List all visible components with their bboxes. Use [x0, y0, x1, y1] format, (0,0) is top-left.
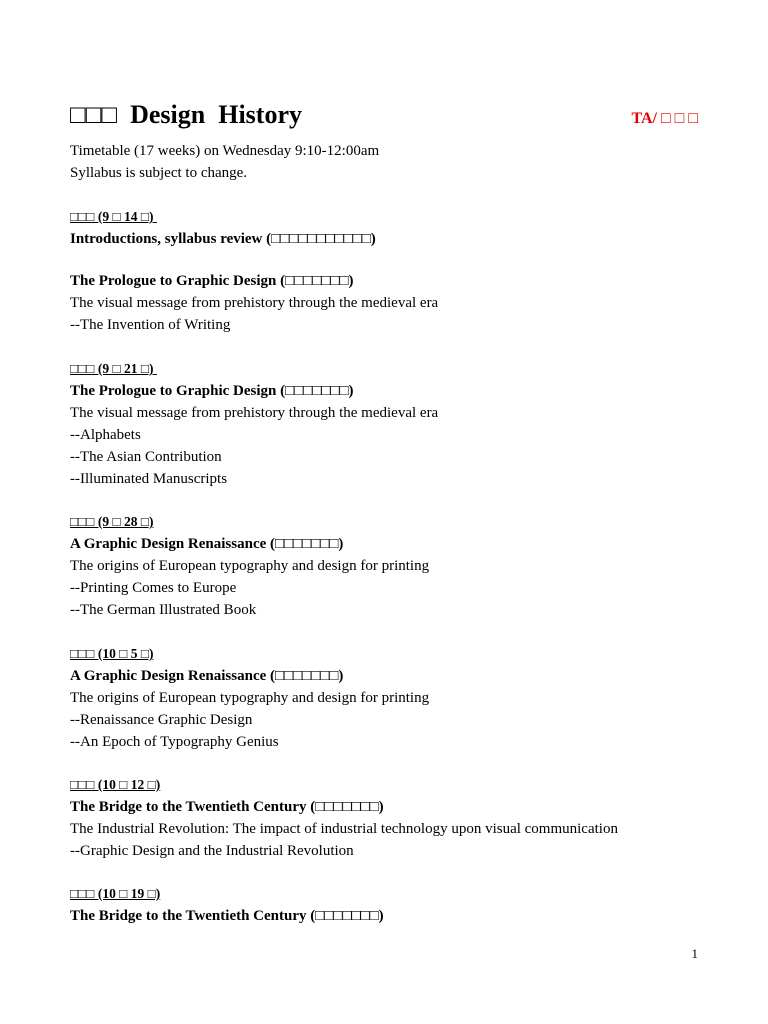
section-line: --An Epoch of Typography Genius: [70, 734, 279, 750]
section-line: --Graphic Design and the Industrial Revolution: [70, 843, 354, 859]
section-line: --The German Illustrated Book: [70, 602, 257, 618]
week-label: □□□ (9 □ 14 □): [70, 209, 157, 224]
section-heading: The Bridge to the Twentieth Century (□□□□□□□): [70, 799, 384, 815]
section-line: The origins of European typography and design for printing: [70, 690, 430, 706]
section-week-6: [70, 883, 384, 927]
timetable-text: Timetable (17 weeks) on Wednesday 9:10-12:00am: [70, 143, 380, 159]
section-week-2: [70, 358, 438, 490]
section-line: --Renaissance Graphic Design: [70, 712, 253, 728]
section-heading: The Bridge to the Twentieth Century (□□□□□□□): [70, 908, 384, 924]
section-heading: A Graphic Design Renaissance (□□□□□□□): [70, 536, 344, 552]
week-label: □□□ (9 □ 21 □): [70, 361, 157, 376]
week-label: □□□ (10 □ 12 □): [70, 777, 161, 792]
section-topic: [70, 270, 438, 336]
week-label: □□□ (10 □ 5 □): [70, 646, 154, 661]
week-label: □□□ (10 □ 19 □): [70, 886, 161, 901]
section-heading: The Prologue to Graphic Design (□□□□□□□): [70, 383, 354, 399]
section-line: The origins of European typography and design for printing: [70, 558, 430, 574]
week-label: □□□ (9 □ 28 □): [70, 514, 154, 529]
syllabus-note: Syllabus is subject to change.: [70, 165, 248, 181]
section-week-4: [70, 643, 429, 753]
section-heading: Introductions, syllabus review (□□□□□□□□□□□): [70, 231, 376, 247]
section-heading: The Prologue to Graphic Design (□□□□□□□): [70, 273, 354, 289]
section-heading: A Graphic Design Renaissance (□□□□□□□): [70, 668, 344, 684]
section-week-5: [70, 774, 618, 862]
section-line: --Printing Comes to Europe: [70, 580, 237, 596]
section-line: The visual message from prehistory through the medieval era: [70, 295, 439, 311]
section-line: --Illuminated Manuscripts: [70, 471, 228, 487]
section-week-3: [70, 511, 429, 621]
section-line: The Industrial Revolution: The impact of industrial technology upon visual communication: [70, 821, 618, 837]
page-number: 1: [691, 946, 698, 961]
page-title: □□□ Design History: [70, 100, 302, 129]
title-row: [70, 100, 710, 140]
ta-label: TA/ □ □ □: [631, 110, 698, 127]
section-line: --Alphabets: [70, 427, 141, 443]
section-line: The visual message from prehistory through the medieval era: [70, 405, 439, 421]
section-line: --The Asian Contribution: [70, 449, 222, 465]
intro-block: [70, 140, 379, 184]
section-week-1: [70, 206, 376, 250]
section-line: --The Invention of Writing: [70, 317, 231, 333]
